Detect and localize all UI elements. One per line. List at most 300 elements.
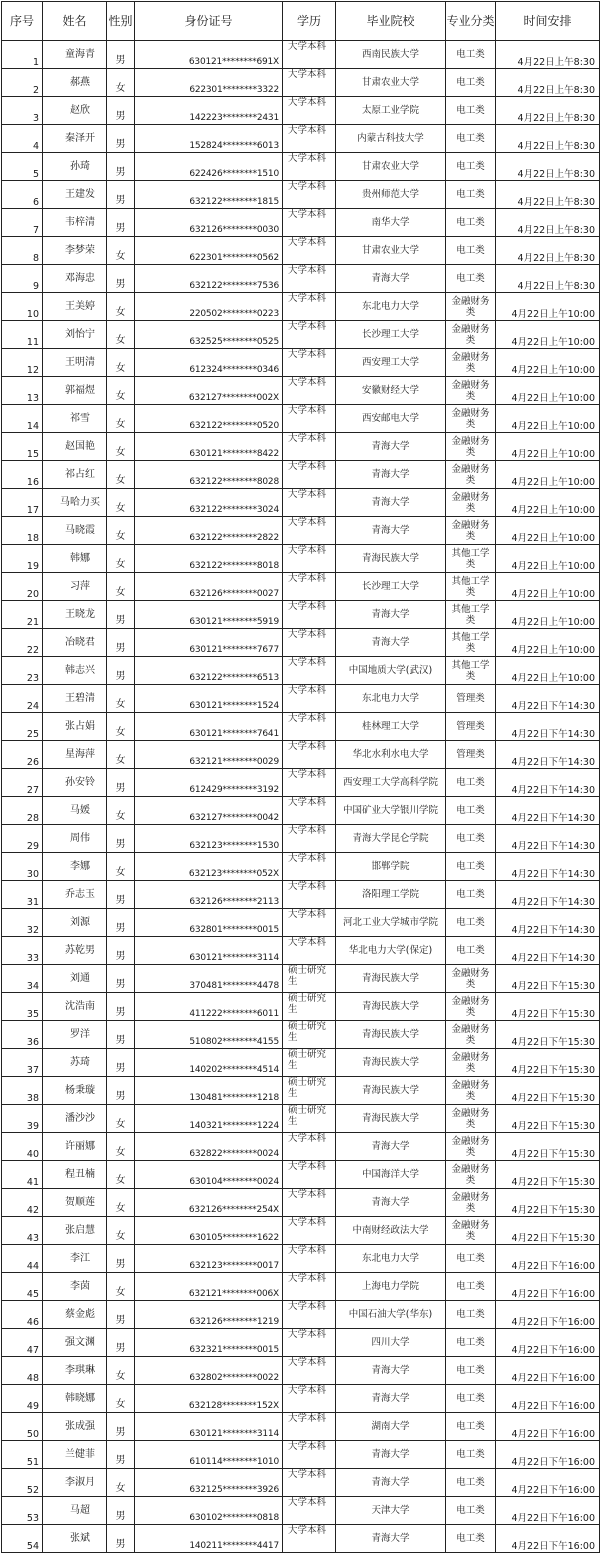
- table-row: [2, 1441, 600, 1469]
- cell-sex: 女: [107, 1105, 135, 1133]
- cell-sex: 女: [107, 685, 135, 713]
- cell-id: 220502********0223: [135, 293, 283, 321]
- cell-school: 华北水利水电大学: [336, 741, 446, 769]
- cell-time: 4月22日上午10:00: [496, 601, 600, 629]
- cell-seq: 46: [2, 1301, 43, 1329]
- cell-name: 苏琦: [43, 1049, 107, 1077]
- header-sex: 性别: [107, 2, 135, 41]
- cell-education: 大学本科: [283, 853, 336, 881]
- table-row: [2, 209, 600, 237]
- cell-sex: 女: [107, 713, 135, 741]
- cell-sex: 男: [107, 769, 135, 797]
- cell-id: 140321********1224: [135, 1105, 283, 1133]
- cell-sex: 女: [107, 517, 135, 545]
- cell-seq: 21: [2, 601, 43, 629]
- cell-category: 管理类: [446, 685, 496, 713]
- cell-name: 童海青: [43, 41, 107, 69]
- table-row: [2, 377, 600, 405]
- cell-category: 金融财务类: [446, 1217, 496, 1245]
- cell-id: 630121********8422: [135, 433, 283, 461]
- table-row: [2, 1357, 600, 1385]
- table-row: [2, 1105, 600, 1133]
- cell-name: 张成强: [43, 1413, 107, 1441]
- cell-school: 青海大学: [336, 265, 446, 293]
- table-row: [2, 881, 600, 909]
- header-school: 毕业院校: [336, 2, 446, 41]
- cell-school: 青海大学: [336, 1385, 446, 1413]
- cell-id: 632122********1815: [135, 181, 283, 209]
- table-row: [2, 405, 600, 433]
- cell-seq: 32: [2, 909, 43, 937]
- cell-school: 内蒙古科技大学: [336, 125, 446, 153]
- table-row: [2, 685, 600, 713]
- table-row: [2, 853, 600, 881]
- cell-sex: 女: [107, 69, 135, 97]
- cell-school: 洛阳理工学院: [336, 881, 446, 909]
- cell-education: 大学本科: [283, 1525, 336, 1553]
- table-row: [2, 1189, 600, 1217]
- cell-time: 4月22日下午15:30: [496, 1217, 600, 1245]
- cell-sex: 男: [107, 965, 135, 993]
- cell-time: 4月22日上午10:00: [496, 349, 600, 377]
- cell-time: 4月22日上午10:00: [496, 517, 600, 545]
- cell-name: 许丽娜: [43, 1133, 107, 1161]
- cell-name: 习萍: [43, 573, 107, 601]
- cell-time: 4月22日下午15:30: [496, 1105, 600, 1133]
- cell-sex: 女: [107, 433, 135, 461]
- table-row: [2, 825, 600, 853]
- table-row: [2, 97, 600, 125]
- cell-sex: 男: [107, 1301, 135, 1329]
- cell-education: 硕士研究生: [283, 1077, 336, 1105]
- cell-education: 大学本科: [283, 1133, 336, 1161]
- cell-seq: 9: [2, 265, 43, 293]
- cell-name: 兰健菲: [43, 1441, 107, 1469]
- cell-education: 大学本科: [283, 1385, 336, 1413]
- cell-school: 青海大学: [336, 1441, 446, 1469]
- cell-category: 金融财务类: [446, 517, 496, 545]
- cell-school: 甘肃农业大学: [336, 153, 446, 181]
- cell-sex: 女: [107, 1189, 135, 1217]
- candidate-table: [1, 1, 600, 1553]
- cell-name: 张启慧: [43, 1217, 107, 1245]
- cell-id: 632128********152X: [135, 1385, 283, 1413]
- cell-name: 冶晓君: [43, 629, 107, 657]
- cell-school: 四川大学: [336, 1329, 446, 1357]
- cell-time: 4月22日上午10:00: [496, 545, 600, 573]
- cell-education: 大学本科: [283, 41, 336, 69]
- cell-education: 大学本科: [283, 545, 336, 573]
- cell-id: 510802********4155: [135, 1021, 283, 1049]
- cell-seq: 10: [2, 293, 43, 321]
- cell-school: 青海大学: [336, 433, 446, 461]
- cell-school: 长沙理工大学: [336, 321, 446, 349]
- cell-id: 130481********1218: [135, 1077, 283, 1105]
- cell-seq: 7: [2, 209, 43, 237]
- cell-id: 630102********0818: [135, 1497, 283, 1525]
- cell-time: 4月22日下午15:30: [496, 965, 600, 993]
- cell-school: 西南民族大学: [336, 41, 446, 69]
- header-name: 姓名: [43, 2, 107, 41]
- cell-sex: 女: [107, 461, 135, 489]
- cell-category: 金融财务类: [446, 1161, 496, 1189]
- cell-sex: 女: [107, 349, 135, 377]
- cell-id: 622301********3322: [135, 69, 283, 97]
- table-row: [2, 1469, 600, 1497]
- cell-time: 4月22日下午15:30: [496, 1021, 600, 1049]
- cell-school: 青海大学: [336, 517, 446, 545]
- table-row: [2, 909, 600, 937]
- cell-seq: 4: [2, 125, 43, 153]
- cell-sex: 女: [107, 1469, 135, 1497]
- cell-seq: 39: [2, 1105, 43, 1133]
- cell-category: 电工类: [446, 1441, 496, 1469]
- cell-education: 大学本科: [283, 181, 336, 209]
- cell-education: 大学本科: [283, 1413, 336, 1441]
- cell-school: 中国海洋大学: [336, 1161, 446, 1189]
- cell-seq: 19: [2, 545, 43, 573]
- cell-seq: 13: [2, 377, 43, 405]
- cell-id: 632122********6513: [135, 657, 283, 685]
- cell-education: 大学本科: [283, 265, 336, 293]
- cell-time: 4月22日上午10:00: [496, 629, 600, 657]
- cell-id: 411222********6011: [135, 993, 283, 1021]
- cell-sex: 女: [107, 405, 135, 433]
- cell-category: 金融财务类: [446, 965, 496, 993]
- table-row: [2, 657, 600, 685]
- table-row: [2, 965, 600, 993]
- cell-school: 中南财经政法大学: [336, 1217, 446, 1245]
- cell-id: 630104********0024: [135, 1161, 283, 1189]
- cell-education: 大学本科: [283, 657, 336, 685]
- cell-name: 强文渊: [43, 1329, 107, 1357]
- cell-time: 4月22日下午16:00: [496, 1441, 600, 1469]
- cell-id: 630121********7677: [135, 629, 283, 657]
- cell-category: 管理类: [446, 713, 496, 741]
- cell-category: 金融财务类: [446, 1049, 496, 1077]
- cell-category: 电工类: [446, 881, 496, 909]
- cell-seq: 6: [2, 181, 43, 209]
- cell-id: 632122********0520: [135, 405, 283, 433]
- cell-seq: 42: [2, 1189, 43, 1217]
- cell-id: 632125********3926: [135, 1469, 283, 1497]
- cell-seq: 51: [2, 1441, 43, 1469]
- cell-education: 大学本科: [283, 1245, 336, 1273]
- cell-school: 青海大学: [336, 1469, 446, 1497]
- cell-sex: 女: [107, 1161, 135, 1189]
- header-seq: 序号: [2, 2, 43, 41]
- cell-sex: 男: [107, 1077, 135, 1105]
- cell-category: 电工类: [446, 41, 496, 69]
- cell-category: 电工类: [446, 209, 496, 237]
- cell-time: 4月22日下午16:00: [496, 1329, 600, 1357]
- table-row: [2, 349, 600, 377]
- cell-name: 周伟: [43, 825, 107, 853]
- cell-education: 大学本科: [283, 489, 336, 517]
- cell-sex: 女: [107, 545, 135, 573]
- cell-time: 4月22日下午14:30: [496, 853, 600, 881]
- cell-seq: 23: [2, 657, 43, 685]
- table-row: [2, 237, 600, 265]
- cell-education: 大学本科: [283, 1301, 336, 1329]
- cell-id: 630121********1524: [135, 685, 283, 713]
- cell-school: 青海大学: [336, 629, 446, 657]
- cell-time: 4月22日下午16:00: [496, 1245, 600, 1273]
- cell-time: 4月22日上午10:00: [496, 321, 600, 349]
- cell-seq: 8: [2, 237, 43, 265]
- cell-category: 其他工学类: [446, 545, 496, 573]
- cell-seq: 44: [2, 1245, 43, 1273]
- cell-id: 630105********1622: [135, 1217, 283, 1245]
- table-row: [2, 1329, 600, 1357]
- cell-time: 4月22日上午10:00: [496, 573, 600, 601]
- cell-sex: 男: [107, 265, 135, 293]
- cell-seq: 40: [2, 1133, 43, 1161]
- cell-school: 甘肃农业大学: [336, 69, 446, 97]
- table-row: [2, 181, 600, 209]
- cell-name: 马晓霞: [43, 517, 107, 545]
- cell-time: 4月22日上午8:30: [496, 125, 600, 153]
- cell-category: 电工类: [446, 1245, 496, 1273]
- cell-sex: 女: [107, 293, 135, 321]
- cell-category: 电工类: [446, 97, 496, 125]
- table-row: [2, 601, 600, 629]
- cell-seq: 11: [2, 321, 43, 349]
- cell-education: 硕士研究生: [283, 1105, 336, 1133]
- cell-sex: 男: [107, 937, 135, 965]
- cell-seq: 45: [2, 1273, 43, 1301]
- cell-time: 4月22日上午8:30: [496, 265, 600, 293]
- cell-seq: 17: [2, 489, 43, 517]
- cell-category: 电工类: [446, 1469, 496, 1497]
- cell-sex: 女: [107, 237, 135, 265]
- cell-sex: 男: [107, 909, 135, 937]
- cell-seq: 12: [2, 349, 43, 377]
- cell-education: 大学本科: [283, 937, 336, 965]
- cell-seq: 48: [2, 1357, 43, 1385]
- cell-sex: 女: [107, 1217, 135, 1245]
- cell-name: 孙安铃: [43, 769, 107, 797]
- cell-id: 632127********002X: [135, 377, 283, 405]
- cell-school: 中国矿业大学银川学院: [336, 797, 446, 825]
- table-row: [2, 69, 600, 97]
- table-row: [2, 433, 600, 461]
- cell-name: 程丑楠: [43, 1161, 107, 1189]
- table-row: [2, 1301, 600, 1329]
- cell-time: 4月22日下午15:30: [496, 1189, 600, 1217]
- cell-education: 大学本科: [283, 797, 336, 825]
- cell-category: 金融财务类: [446, 321, 496, 349]
- cell-sex: 女: [107, 741, 135, 769]
- table-row: [2, 321, 600, 349]
- cell-category: 电工类: [446, 181, 496, 209]
- table-row: [2, 797, 600, 825]
- cell-education: 大学本科: [283, 321, 336, 349]
- cell-category: 电工类: [446, 1329, 496, 1357]
- cell-time: 4月22日上午10:00: [496, 461, 600, 489]
- cell-sex: 女: [107, 1385, 135, 1413]
- table-row: [2, 1021, 600, 1049]
- cell-id: 632802********0022: [135, 1357, 283, 1385]
- cell-seq: 20: [2, 573, 43, 601]
- cell-category: 金融财务类: [446, 1077, 496, 1105]
- cell-name: 潘沙沙: [43, 1105, 107, 1133]
- table-row: [2, 741, 600, 769]
- cell-education: 大学本科: [283, 1469, 336, 1497]
- cell-education: 大学本科: [283, 349, 336, 377]
- table-row: [2, 993, 600, 1021]
- cell-time: 4月22日下午15:30: [496, 1049, 600, 1077]
- cell-sex: 男: [107, 629, 135, 657]
- cell-education: 大学本科: [283, 377, 336, 405]
- cell-name: 乔志玉: [43, 881, 107, 909]
- cell-time: 4月22日下午16:00: [496, 1413, 600, 1441]
- cell-seq: 54: [2, 1525, 43, 1553]
- cell-education: 大学本科: [283, 741, 336, 769]
- cell-name: 刘怡宁: [43, 321, 107, 349]
- cell-education: 大学本科: [283, 1329, 336, 1357]
- cell-education: 大学本科: [283, 1189, 336, 1217]
- cell-seq: 47: [2, 1329, 43, 1357]
- cell-education: 大学本科: [283, 685, 336, 713]
- cell-seq: 33: [2, 937, 43, 965]
- cell-category: 金融财务类: [446, 461, 496, 489]
- table-row: [2, 41, 600, 69]
- cell-school: 河北工业大学城市学院: [336, 909, 446, 937]
- cell-category: 电工类: [446, 1525, 496, 1553]
- cell-time: 4月22日下午14:30: [496, 685, 600, 713]
- cell-id: 632123********1530: [135, 825, 283, 853]
- cell-time: 4月22日上午10:00: [496, 405, 600, 433]
- cell-id: 632801********0015: [135, 909, 283, 937]
- cell-seq: 1: [2, 41, 43, 69]
- cell-education: 硕士研究生: [283, 1049, 336, 1077]
- cell-education: 大学本科: [283, 1441, 336, 1469]
- cell-id: 632121********0029: [135, 741, 283, 769]
- cell-id: 632121********006X: [135, 1273, 283, 1301]
- cell-category: 电工类: [446, 153, 496, 181]
- table-row: [2, 713, 600, 741]
- cell-id: 630121********691X: [135, 41, 283, 69]
- cell-seq: 29: [2, 825, 43, 853]
- table-row: [2, 1413, 600, 1441]
- cell-id: 142223********2431: [135, 97, 283, 125]
- table-row: [2, 937, 600, 965]
- table-row: [2, 1385, 600, 1413]
- cell-category: 电工类: [446, 797, 496, 825]
- table-row: [2, 489, 600, 517]
- cell-time: 4月22日下午15:30: [496, 993, 600, 1021]
- cell-id: 370481********4478: [135, 965, 283, 993]
- cell-school: 青海民族大学: [336, 545, 446, 573]
- cell-sex: 男: [107, 881, 135, 909]
- cell-seq: 15: [2, 433, 43, 461]
- cell-sex: 男: [107, 209, 135, 237]
- cell-name: 韩娜: [43, 545, 107, 573]
- cell-id: 632126********0030: [135, 209, 283, 237]
- cell-education: 硕士研究生: [283, 993, 336, 1021]
- cell-school: 中国地质大学(武汉): [336, 657, 446, 685]
- cell-school: 青海民族大学: [336, 965, 446, 993]
- cell-name: 蔡金彪: [43, 1301, 107, 1329]
- table-row: [2, 153, 600, 181]
- cell-education: 大学本科: [283, 1357, 336, 1385]
- cell-category: 电工类: [446, 1413, 496, 1441]
- cell-category: 金融财务类: [446, 1021, 496, 1049]
- table-row: [2, 517, 600, 545]
- cell-category: 电工类: [446, 825, 496, 853]
- cell-category: 电工类: [446, 937, 496, 965]
- cell-name: 王晓龙: [43, 601, 107, 629]
- cell-time: 4月22日下午16:00: [496, 1525, 600, 1553]
- cell-id: 632525********0525: [135, 321, 283, 349]
- cell-category: 电工类: [446, 125, 496, 153]
- cell-school: 南华大学: [336, 209, 446, 237]
- cell-education: 大学本科: [283, 769, 336, 797]
- cell-sex: 男: [107, 181, 135, 209]
- cell-name: 祁雪: [43, 405, 107, 433]
- cell-name: 贺顺莲: [43, 1189, 107, 1217]
- cell-school: 甘肃农业大学: [336, 237, 446, 265]
- cell-seq: 52: [2, 1469, 43, 1497]
- cell-education: 大学本科: [283, 573, 336, 601]
- cell-seq: 16: [2, 461, 43, 489]
- cell-id: 632822********0024: [135, 1133, 283, 1161]
- cell-id: 632126********0027: [135, 573, 283, 601]
- table-row: [2, 125, 600, 153]
- cell-name: 张占娟: [43, 713, 107, 741]
- cell-school: 西安邮电大学: [336, 405, 446, 433]
- cell-school: 西安理工大学: [336, 349, 446, 377]
- cell-time: 4月22日下午14:30: [496, 881, 600, 909]
- cell-education: 大学本科: [283, 237, 336, 265]
- cell-category: 其他工学类: [446, 601, 496, 629]
- cell-time: 4月22日上午10:00: [496, 293, 600, 321]
- cell-school: 东北电力大学: [336, 685, 446, 713]
- cell-category: 金融财务类: [446, 293, 496, 321]
- cell-name: 李江: [43, 1245, 107, 1273]
- cell-education: 大学本科: [283, 69, 336, 97]
- cell-id: 140202********4514: [135, 1049, 283, 1077]
- table-row: [2, 1049, 600, 1077]
- cell-time: 4月22日上午8:30: [496, 181, 600, 209]
- cell-seq: 27: [2, 769, 43, 797]
- table-row: [2, 1133, 600, 1161]
- cell-sex: 男: [107, 1049, 135, 1077]
- cell-seq: 5: [2, 153, 43, 181]
- cell-seq: 18: [2, 517, 43, 545]
- cell-sex: 女: [107, 573, 135, 601]
- cell-time: 4月22日下午15:30: [496, 1077, 600, 1105]
- cell-category: 金融财务类: [446, 489, 496, 517]
- cell-sex: 男: [107, 825, 135, 853]
- cell-id: 630121********5919: [135, 601, 283, 629]
- cell-time: 4月22日上午10:00: [496, 489, 600, 517]
- cell-school: 上海电力学院: [336, 1273, 446, 1301]
- cell-category: 电工类: [446, 1301, 496, 1329]
- cell-education: 大学本科: [283, 713, 336, 741]
- cell-name: 王碧清: [43, 685, 107, 713]
- cell-time: 4月22日下午14:30: [496, 713, 600, 741]
- cell-time: 4月22日上午8:30: [496, 209, 600, 237]
- cell-id: 632122********2822: [135, 517, 283, 545]
- cell-name: 刘通: [43, 965, 107, 993]
- cell-name: 星海萍: [43, 741, 107, 769]
- cell-category: 金融财务类: [446, 1105, 496, 1133]
- table-row: [2, 1497, 600, 1525]
- table-row: [2, 1217, 600, 1245]
- cell-time: 4月22日上午8:30: [496, 237, 600, 265]
